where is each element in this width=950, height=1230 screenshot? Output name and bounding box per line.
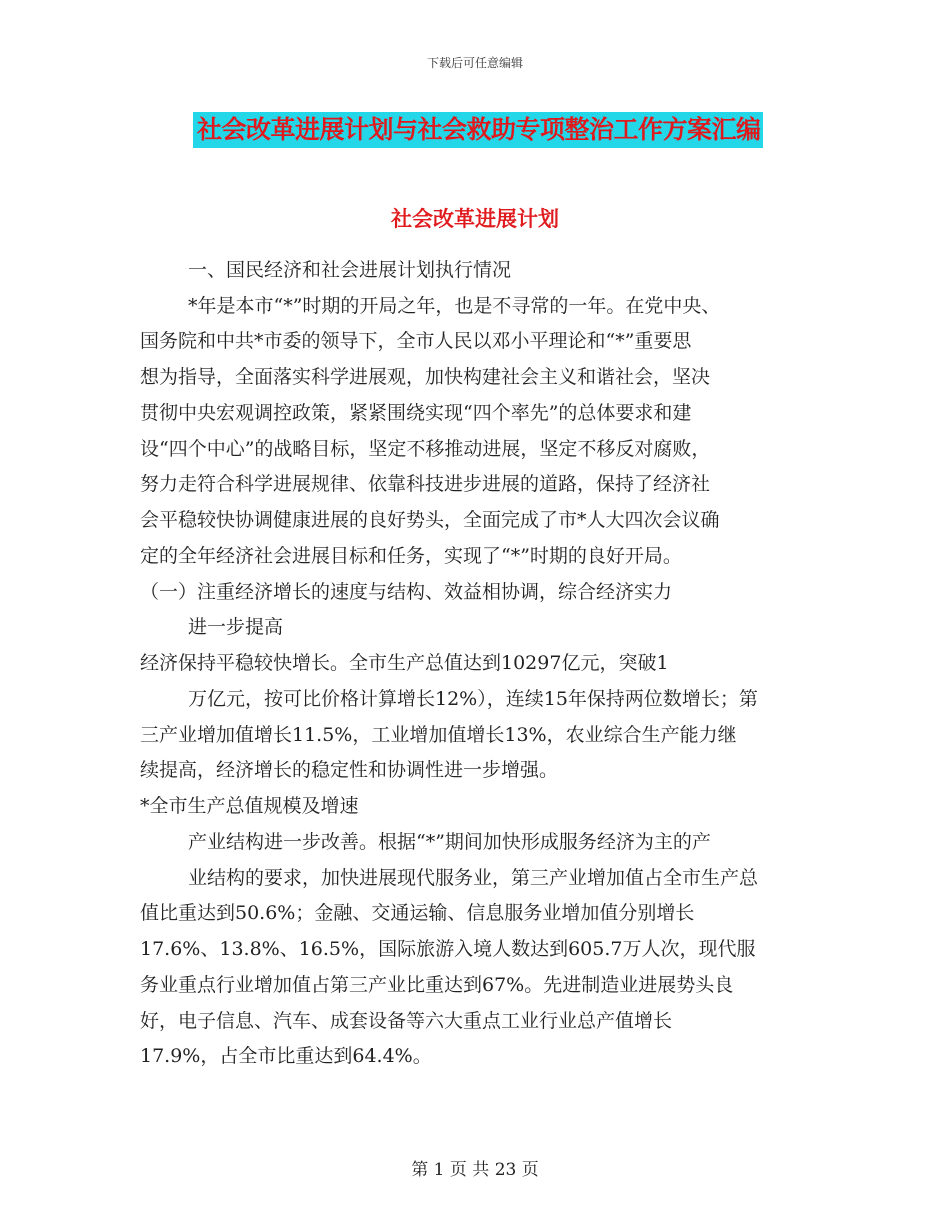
subsection-heading: 经济保持平稳较快增长。全市生产总值达到10297亿元，突破1 <box>140 652 669 674</box>
paragraph-line: 好，电子信息、汽车、成套设备等六大重点工业行业总产值增长 <box>140 1010 673 1032</box>
document-title: 社会改革进展计划与社会救助专项整治工作方案汇编 <box>193 112 763 148</box>
paragraph-line: 万亿元，按可比价格计算增长12%），连续15年保持两位数增长；第 <box>188 688 758 710</box>
paragraph-line: 国务院和中共*市委的领导下，全市人民以邓小平理论和“*”重要思 <box>140 330 692 352</box>
paragraph-line: *全市生产总值规模及增速 <box>140 795 359 817</box>
paragraph-line: （一）注重经济增长的速度与结构、效益相协调，综合经济实力 <box>140 581 673 603</box>
paragraph-line: 想为指导，全面落实科学进展观，加快构建社会主义和谐社会，坚决 <box>140 366 711 388</box>
paragraph-line: 努力走符合科学进展规律、依靠科技进步进展的道路，保持了经济社 <box>140 473 711 495</box>
page-footer: 第 1 页 共 23 页 <box>411 1160 539 1180</box>
paragraph-line: 17.6%、13.8%、16.5%，国际旅游入境人数达到605.7万人次，现代服 <box>140 938 756 960</box>
subsection-heading: 进一步提高 <box>188 616 284 638</box>
section-heading: 一、国民经济和社会进展计划执行情况 <box>188 259 512 281</box>
paragraph-line: 定的全年经济社会进展目标和任务，实现了“*”时期的良好开局。 <box>140 545 682 567</box>
paragraph-line: 17.9%，占全市比重达到64.4%。 <box>140 1045 432 1067</box>
section-title: 社会改革进展计划 <box>391 207 559 231</box>
figure-caption: 产业结构进一步改善。根据“*”期间加快形成服务经济为主的产 <box>188 831 711 853</box>
paragraph-line: 值比重达到50.6%；金融、交通运输、信息服务业增加值分别增长 <box>140 902 695 924</box>
paragraph-line: 会平稳较快协调健康进展的良好势头，全面完成了市*人大四次会议确 <box>140 509 720 531</box>
header-note: 下载后可任意编辑 <box>426 56 523 70</box>
paragraph-line: 业结构的要求，加快进展现代服务业，第三产业增加值占全市生产总 <box>188 867 759 889</box>
paragraph-line: 贯彻中央宏观调控政策，紧紧围绕实现“四个率先”的总体要求和建 <box>140 402 692 424</box>
paragraph-line: 务业重点行业增加值占第三产业比重达到67%。先进制造业进展势头良 <box>140 974 734 996</box>
paragraph-line: 续提高，经济增长的稳定性和协调性进一步增强。 <box>140 759 559 781</box>
paragraph-line: 三产业增加值增长11.5%，工业增加值增长13%，农业综合生产能力继 <box>140 724 737 746</box>
paragraph-line: 设“四个中心”的战略目标，坚定不移推动进展，坚定不移反对腐败， <box>140 438 711 460</box>
paragraph-line: *年是本市“*”时期的开局之年，也是不寻常的一年。在党中央、 <box>188 295 721 317</box>
